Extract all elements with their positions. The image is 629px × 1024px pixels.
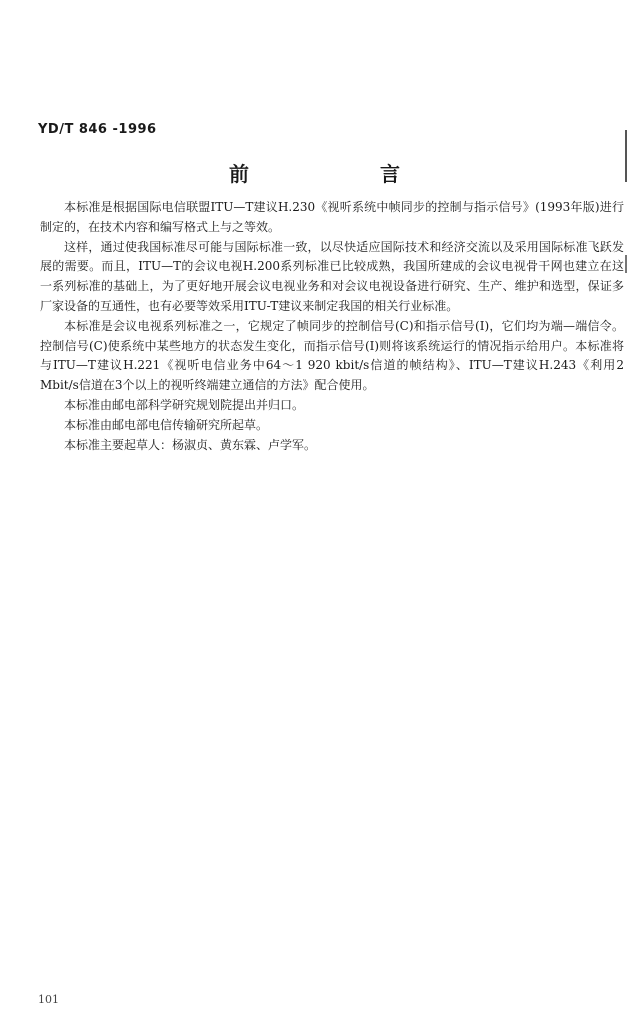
standard-code: YD/T 846 -1996 xyxy=(38,122,157,137)
scan-edge-mark-lower xyxy=(625,255,627,273)
paragraph-5: 本标准由邮电部电信传输研究所起草。 xyxy=(64,417,269,432)
scan-edge-mark xyxy=(625,130,627,182)
page-number: 101 xyxy=(38,993,59,1006)
paragraph-1: 本标准是根据国际电信联盟ITU—T建议H.230《视听系统中帧同步的控制与指示信号》(1993年版)进行制定的，在技术内容和编写格式上与之等效。 xyxy=(40,200,624,234)
page-title: 前 言 xyxy=(229,162,462,186)
paragraph-2: 这样，通过使我国标准尽可能与国际标准一致，以尽快适应国际技术和经济交流以及采用国际标准飞跃发展的需要。而且，ITU—T的会议电视H.200系列标准已比较成熟，我国所建成的会议电视骨干网也建立在这一系列标准的基础上，为了更好地开展会议电视业务和对会议电视设备进行研究、生产、维护和选型，保证多厂家设备的互通性，也有必要等效采用ITU-T建议来制定我国的相关行业标准。 xyxy=(40,239,624,313)
paragraph-4: 本标准由邮电部科学研究规划院提出并归口。 xyxy=(64,397,305,412)
paragraph-3: 本标准是会议电视系列标准之一，它规定了帧同步的控制信号(C)和指示信号(I)，它们均为端—端信令。控制信号(C)使系统中某些地方的状态发生变化，而指示信号(I)则将该系统运行的情况指示给用户。本标准将与ITU—T建议H.221《视听电信业务中64～1 920 kbit/s信道的帧结构》、ITU—T建议H.243《利用2 Mbit/s信道在3个以上的视听终端建立通信的方法》配合使用。 xyxy=(40,318,624,393)
preface-body xyxy=(40,198,624,455)
paragraph-6: 本标准主要起草人：杨淑贞、黄东霖、卢学军。 xyxy=(64,437,317,452)
